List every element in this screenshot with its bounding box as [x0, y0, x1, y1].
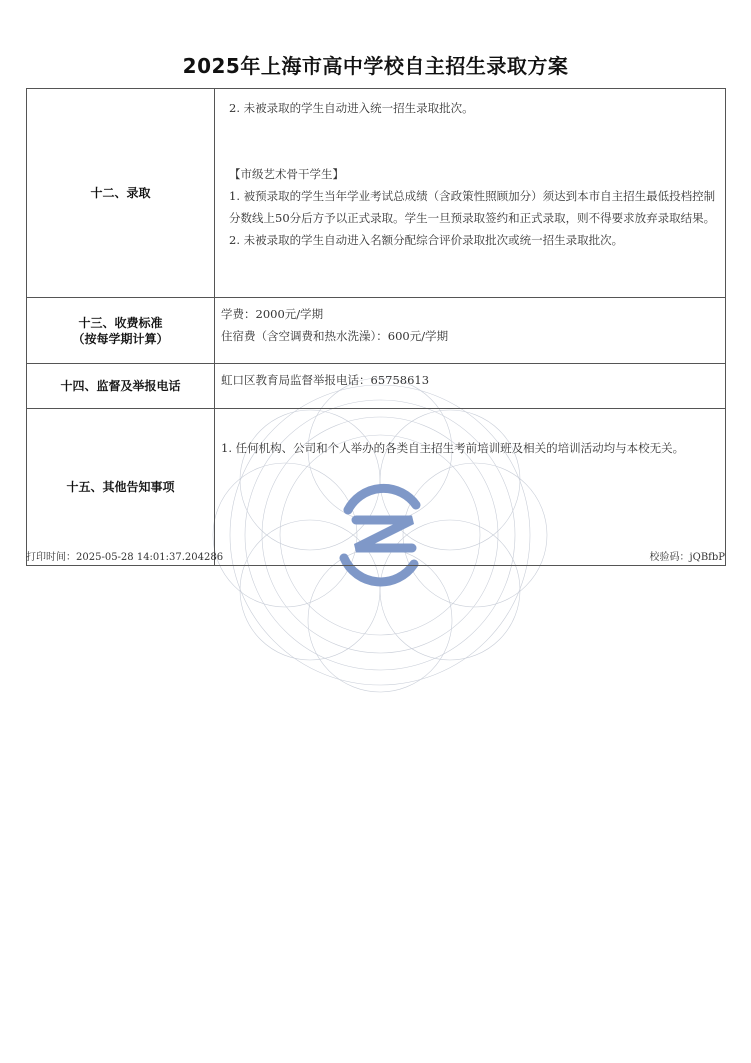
art-students-heading: 【市级艺术骨干学生】	[229, 167, 344, 181]
document-title: 2025年上海市高中学校自主招生录取方案	[182, 54, 569, 78]
row-content-hotline	[215, 364, 726, 409]
row-label-fees	[27, 298, 215, 364]
row-label-admission: 十二、录取	[27, 89, 215, 298]
boarding-fee: 住宿费（含空调费和热水洗澡）：600元/学期	[221, 329, 449, 343]
row-content-fees	[215, 298, 726, 364]
fees-label-line1: 十三、收费标准	[78, 315, 163, 330]
blank-gap	[223, 119, 717, 163]
tuition-fee: 学费：2000元/学期	[221, 307, 324, 321]
table-row-hotline	[27, 364, 726, 409]
admission-top-item: 2. 未被录取的学生自动进入统一招生录取批次。	[229, 101, 474, 115]
table-row-fees	[27, 298, 726, 364]
row-content-admission	[215, 89, 726, 298]
row-label-hotline: 十四、监督及举报电话	[27, 364, 215, 409]
row-content-notes	[215, 409, 726, 566]
check-code: 校验码：jQBfbP	[649, 552, 725, 563]
admission-item-1: 1. 被预录取的学生当年学业考试总成绩（含政策性照顾加分）须达到本市自主招生最低投档控制分数线上50分后方予以正式录取。学生一旦预录取签约和正式录取，则不得要求放弃录取结果。	[229, 189, 716, 225]
admission-item-2: 2. 未被录取的学生自动进入名额分配综合评价录取批次或统一招生录取批次。	[229, 233, 624, 247]
table-row-notes	[27, 409, 726, 566]
row-label-notes: 十五、其他告知事项	[27, 409, 215, 566]
admission-plan-table	[26, 88, 726, 566]
hotline-number: 虹口区教育局监督举报电话：65758613	[221, 373, 430, 387]
table-row-admission	[27, 89, 726, 298]
print-time: 打印时间：2025-05-28 14:01:37.204286	[26, 552, 224, 563]
fees-label-line2: （按每学期计算）	[72, 331, 169, 346]
notes-item-1: 1. 任何机构、公司和个人举办的各类自主招生考前培训班及相关的培训活动均与本校无关。	[221, 441, 685, 455]
